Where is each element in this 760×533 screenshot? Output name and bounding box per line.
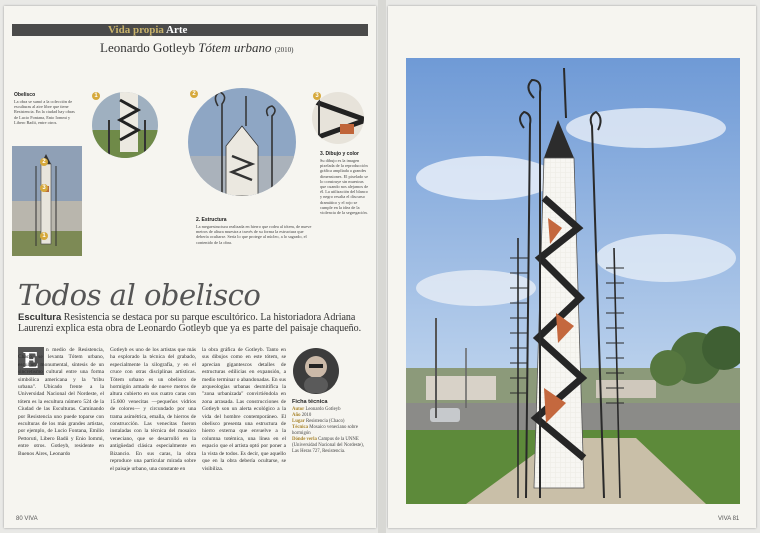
ficha-row: Técnica Mosaico veneciano sobre hormigón (292, 425, 358, 436)
step-2-text: La megaestructura realizada en hierro que rodea al tótem, de nueve metros de altura muestra a través de su forma la estructura que debería ocultarse. Sería lo que protege al núcleo, a lo sagrado, el contenido de la obra. (196, 224, 312, 245)
detail-circle-base (90, 90, 160, 160)
headline: Todos al obelisco (18, 278, 261, 312)
artwork-year: (2010) (274, 46, 294, 54)
artist-name: Leonardo Gotleyb (100, 40, 195, 55)
dropcap: E (18, 347, 44, 375)
folio-left: 80 VIVA (16, 516, 38, 522)
circle-1-marker: 1 (92, 92, 100, 100)
step-2-heading: 2. Estructura (196, 217, 227, 223)
section-category: Arte (166, 24, 188, 36)
circle-3-marker: 3 (313, 92, 321, 100)
body-column-1: n medio de Resistencia, Chaco, se levanta Tótem urbano, escultura monumental, síntesis de un sincretismo cultural entre una forma simbólica americana y la "tribu urbana". Ubicado frente a la Universidad Nacional del Nordeste, el tótem es la escultura número 524 de la Ciudad de las Esculturas. Caminando por Resistencia uno puede toparse con esculturas de los más grandes artistas, por ejemplo, de Lucio Fontana, Emilio Pettoruti, Libero Badii y Enio Iommi, entre otros. Gotleyb, residente en Buenos Aires, Leonardo (18, 347, 104, 457)
folio-right: VIVA 81 (718, 516, 740, 522)
page-gutter (378, 0, 386, 533)
callout-2-marker: 2 (40, 158, 48, 166)
author-portrait (292, 347, 340, 395)
circle-2-marker: 2 (190, 90, 198, 98)
deck-lead: Escultura (18, 312, 62, 323)
deck (18, 312, 370, 334)
step-3-text: Su dibujo es la imagen pixelada de la reproducción gráfica ampliada a grandes dimensiones. El pixelado se lo construye sin muestras que cuando nos alejamos de él. La utilización del blanco y negro resalta el discurso dramático y el rojo se cumple en la idea de la violencia de la segregación. (320, 158, 369, 216)
callout-1-marker: 1 (40, 232, 48, 240)
right-page (388, 6, 756, 528)
callout-3-marker: 3 (40, 184, 48, 192)
section-tag: Vida propia (108, 24, 164, 36)
deck-text: Resistencia se destaca por su parque escultórico. La historiadora Adriana Laurenzi explica esta obra de Leonardo Gotleyb que ya es parte del paisaje chaqueño. (18, 312, 362, 334)
ficha-tecnica (292, 399, 370, 455)
ficha-heading: Ficha técnica (292, 399, 328, 405)
detail-circle-structure (186, 86, 298, 198)
ficha-row: Lugar Resistencia (Chaco) (292, 419, 345, 424)
artwork-title (100, 40, 293, 56)
obelisk-photo (406, 58, 740, 504)
body-column-2: Gotleyb es uno de los artistas que más ha explorado la técnica del grabado, especialmente la xilografía, y en el cruce con otras disciplinas artísticas. Tótem urbano es un obelisco de hormigón armado de nueve metros de altura cubierto en sus cuatro caras con 15.600 venecitas —pequeños vidrios de colores— y circundado por una trama asimétrica, emalla, de hierros de construcción. Las venecitas fueron instaladas con la técnica del mosaico veneciano, que se desarrolló en la antigüedad clásica especialmente en Bizancio. En sus caras, la obra reproduce una particular mirada sobre el paisaje urbano, una constante en (110, 347, 196, 472)
ficha-row: Dónde verla Campus de la UNNE (Universidad Nacional del Nordeste), Las Heras 727, Resistencia. (292, 437, 364, 454)
step-3-heading: 3. Dibujo y color (320, 151, 359, 157)
section-bar (12, 24, 368, 36)
ficha-row: Año 2010 (292, 413, 312, 418)
artwork-name: Tótem urbano (198, 40, 272, 55)
body-column-3: la obra gráfica de Gotleyb. Tanto en sus dibujos como en este tótem, se aprecian gigantescos detalles de estructuras edilicias en expansión, a medio terminar o abandonadas. En sus arqueologías urbanas desmitifica la "zona urbanizada" convirtiéndola en zona arrasada. Las construcciones de Gotleyb son un alerta ecológico a la vida del hombre contemporáneo. El obelisco presenta una estructura de hierro externa que envuelve a la columna totémica, una línea en el espacio que el artista optó por poner a la vista de todos. Es decir, que aquello que en la obra debería ocultarse, se visibiliza. (202, 347, 286, 472)
obelisco-heading: Obelisco (14, 92, 36, 98)
obelisco-text: La obra se sumó a la colección de esculturas al aire libre que tiene Resistencia. En la ciudad hay obras de Lucio Fontana, Enio Iommi y Libero Badii, entre otros. (14, 99, 75, 125)
ficha-row: Autor Leonardo Gotleyb (292, 407, 341, 412)
left-page (4, 6, 376, 528)
